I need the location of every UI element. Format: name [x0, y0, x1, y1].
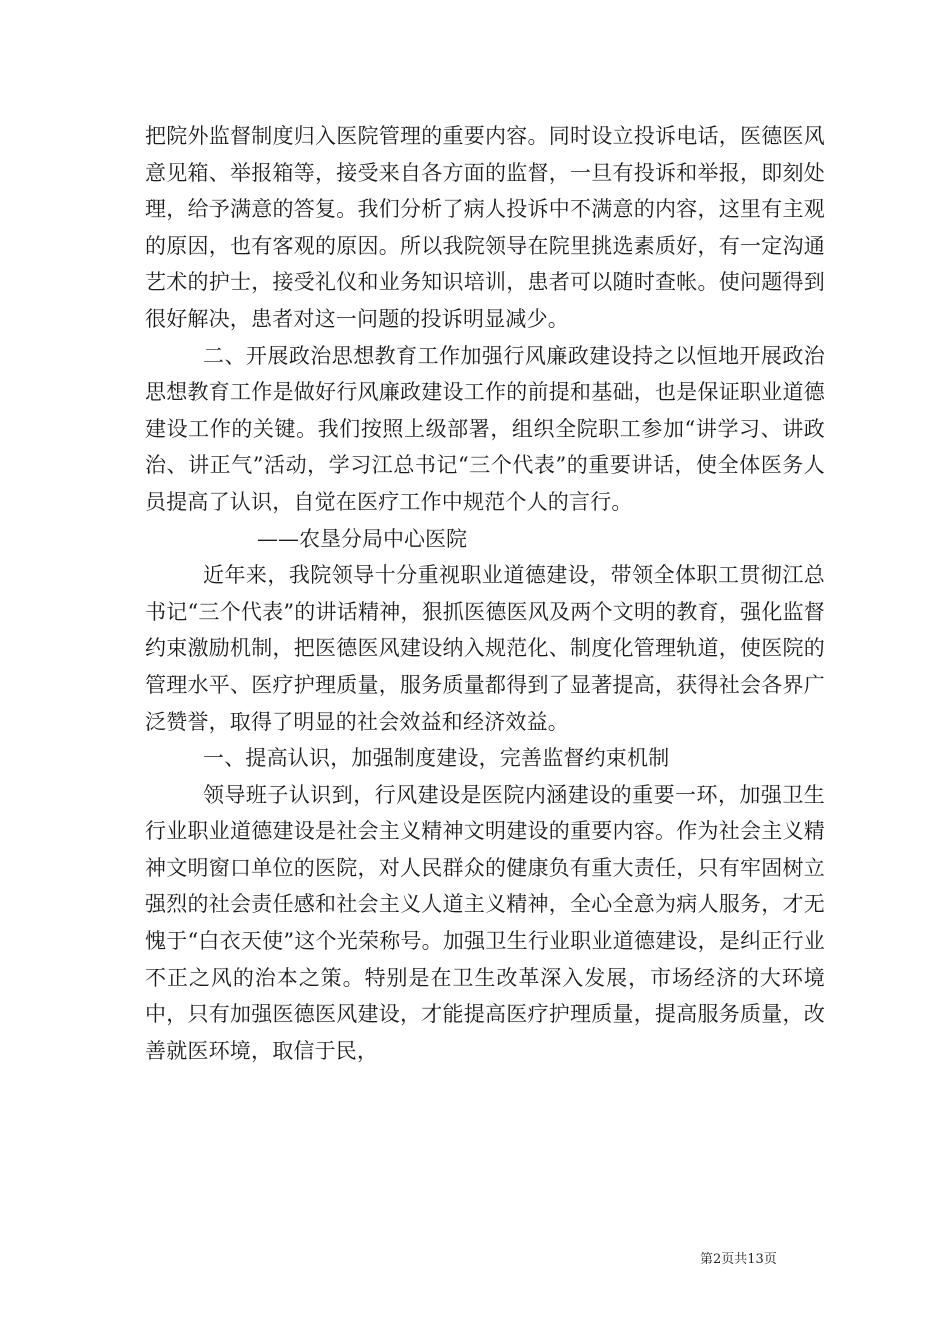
- page-number: 第2页共13页: [700, 1252, 777, 1267]
- paragraph-intro: 近年来，我院领导十分重视职业道德建设，带领全体职工贯彻江总书记“三个代表”的讲话精神，狠抓医德医风及两个文明的教育，强化监督约束激励机制，把医德医风建设纳入规范化、制度化管理轨道，使医院的管理水平、医疗护理质量，服务质量都得到了显著提高，获得社会各界广泛赞誉，取得了明显的社会效益和经济效益。: [145, 563, 825, 734]
- section-heading-1: 一、提高认识，加强制度建设，完善监督约束机制: [203, 746, 670, 771]
- document-page: [145, 118, 825, 1069]
- paragraph-supervision: 把院外监督制度归入医院管理的重要内容。同时设立投诉电话，医德医风意见箱、举报箱等，接受来自各方面的监督，一旦有投诉和举报，即刻处理，给予满意的答复。我们分析了病人投诉中不满意的内容，这里有主观的原因，也有客观的原因。所以我院领导在院里挑选素质好，有一定沟通艺术的护士，接受礼仪和业务知识培训，患者可以随时查帐。使问题得到很好解决，患者对这一问题的投诉明显减少。: [145, 124, 825, 331]
- author-signature: ——农垦分局中心医院: [257, 526, 467, 551]
- paragraph-political-education: 二、开展政治思想教育工作加强行风廉政建设持之以恒地开展政治思想教育工作是做好行风廉政建设工作的前提和基础，也是保证职业道德建设工作的关键。我们按照上级部署，组织全院职工参加“讲学习、讲政治、讲正气”活动，学习江总书记“三个代表”的重要讲话，使全体医务人员提高了认识，自觉在医疗工作中规范个人的言行。: [145, 343, 825, 514]
- paragraph-leadership: 领导班子认识到，行风建设是医院内涵建设的重要一环，加强卫生行业职业道德建设是社会主义精神文明建设的重要内容。作为社会主义精神文明窗口单位的医院，对人民群众的健康负有重大责任，只有牢固树立强烈的社会责任感和社会主义人道主义精神，全心全意为病人服务，才无愧于“白衣天使”这个光荣称号。加强卫生行业职业道德建设，是纠正行业不正之风的治本之策。特别是在卫生改革深入发展，市场经济的大环境中，只有加强医德医风建设，才能提高医疗护理质量，提高服务质量，改善就医环境，取信于民，: [145, 782, 825, 1063]
